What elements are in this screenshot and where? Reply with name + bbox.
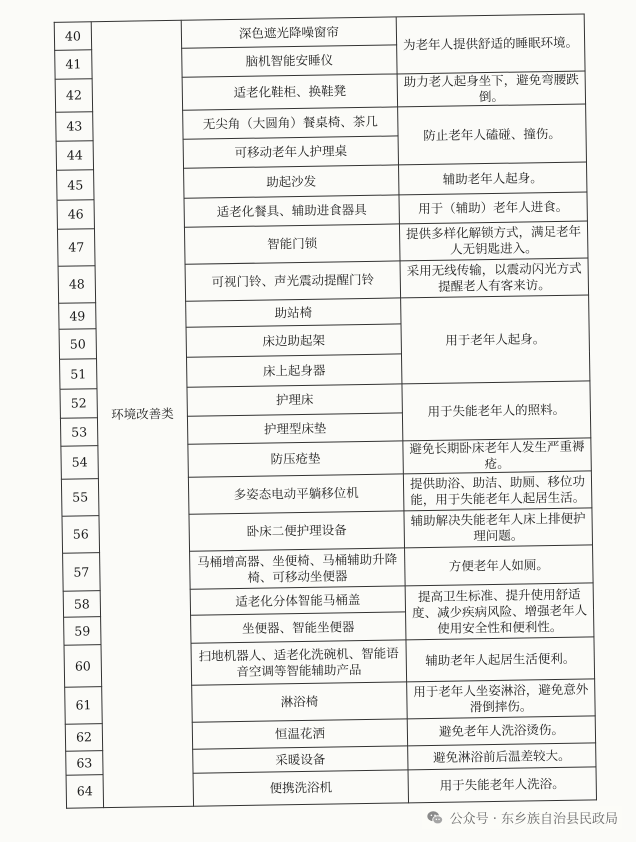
row-number: 49 xyxy=(59,303,96,330)
item-description: 用于老年人起身。 xyxy=(401,295,590,384)
row-number: 60 xyxy=(64,645,102,688)
item-name: 采暖设备 xyxy=(193,746,408,773)
item-name: 防压疮垫 xyxy=(188,441,403,477)
item-name: 护理型床垫 xyxy=(187,413,402,444)
item-description: 辅助老年人起身。 xyxy=(399,162,587,195)
row-number: 61 xyxy=(65,687,103,725)
item-name: 适老化分体智能马桶盖 xyxy=(190,586,405,615)
row-number: 53 xyxy=(60,418,97,447)
item-name: 扫地机器人、适老化洗碗机、智能语音空调等智能辅助产品 xyxy=(191,640,407,685)
item-name: 卧床二便护理设备 xyxy=(189,511,405,551)
watermark-text: 公众号 · 东乡族自治县民政局 xyxy=(449,812,618,827)
item-name: 便携洗浴机 xyxy=(193,770,408,806)
row-number: 42 xyxy=(55,79,93,113)
item-description: 避免老年人洗浴烫伤。 xyxy=(407,716,595,746)
row-number: 55 xyxy=(61,479,99,517)
item-description: 避免长期卧床老年人发生严重褥疮。 xyxy=(403,438,591,474)
item-description: 提供助浴、助洁、助厕、移位功能，用于失能老年人起居生活。 xyxy=(403,471,592,511)
item-name: 多姿态电动平躺移位机 xyxy=(188,474,404,514)
item-name: 脑机智能安睡仪 xyxy=(182,45,397,77)
item-name: 床边助起架 xyxy=(186,324,401,357)
table-row xyxy=(54,14,584,50)
item-description: 为老年人提供舒适的睡眠环境。 xyxy=(396,14,585,74)
item-name: 适老化餐具、辅助进食器具 xyxy=(184,195,399,227)
item-name: 可视门铃、声光震动提醒门铃 xyxy=(185,261,401,301)
row-number: 56 xyxy=(62,516,100,554)
row-number: 46 xyxy=(57,200,94,230)
item-description: 防止老年人磕碰、撞伤。 xyxy=(398,104,587,165)
watermark xyxy=(422,806,622,829)
equipment-table xyxy=(54,13,597,808)
item-name: 深色遮光降噪窗帘 xyxy=(181,17,396,48)
item-name: 适老化鞋柜、换鞋凳 xyxy=(182,74,397,110)
item-name: 无尖角（大圆角）餐桌椅、茶几 xyxy=(183,107,398,139)
row-number: 57 xyxy=(63,553,101,592)
row-number: 44 xyxy=(56,141,93,171)
item-description: 助力老人起身坐下，避免弯腰跌倒。 xyxy=(397,71,585,107)
row-number: 62 xyxy=(65,724,102,752)
item-description: 采用无线传输，以震动闪光方式提醒老人有客来访。 xyxy=(400,258,589,298)
item-name: 助起沙发 xyxy=(184,165,399,198)
wechat-icon xyxy=(426,809,444,827)
row-number: 54 xyxy=(61,446,99,480)
item-name: 可移动老年人护理桌 xyxy=(183,136,398,168)
item-name: 马桶增高器、坐便椅、马桶辅助升降椅、可移动坐便器 xyxy=(190,548,406,589)
item-description: 用于老年人坐姿淋浴，避免意外滑倒摔伤。 xyxy=(407,679,596,719)
row-number: 59 xyxy=(64,617,101,646)
row-number: 41 xyxy=(55,50,92,80)
item-name: 智能门锁 xyxy=(184,224,400,264)
item-description: 用于（辅助）老年人进食。 xyxy=(399,192,587,224)
item-description: 辅助解决失能老年人床上排便护理问题。 xyxy=(404,508,593,548)
item-description: 用于失能老年人的照料。 xyxy=(402,381,591,441)
row-number: 40 xyxy=(54,22,91,51)
item-name: 淋浴椅 xyxy=(192,682,408,722)
row-number: 48 xyxy=(58,266,96,304)
item-name: 坐便器、智能坐便器 xyxy=(191,612,406,643)
row-number: 64 xyxy=(66,775,104,809)
item-name: 恒温花洒 xyxy=(192,719,407,749)
category-cell: 环境改善类 xyxy=(91,20,193,807)
item-name: 助站椅 xyxy=(186,298,401,327)
row-number: 51 xyxy=(60,359,97,390)
row-number: 45 xyxy=(57,170,94,201)
row-number: 47 xyxy=(57,229,95,267)
item-description: 提供多样化解锁方式，满足老年人无钥匙进入。 xyxy=(399,221,588,261)
row-number: 58 xyxy=(63,591,100,618)
item-description: 用于失能老年人洗浴。 xyxy=(408,767,596,803)
row-number: 63 xyxy=(66,751,103,776)
row-number: 52 xyxy=(60,389,97,419)
row-number: 50 xyxy=(59,329,96,360)
row-number: 43 xyxy=(56,112,93,142)
item-name: 护理床 xyxy=(187,384,402,416)
item-description: 提高卫生标准、提升使用舒适度、减少疾病风险、增强老年人使用安全性和便利性。 xyxy=(405,583,594,640)
item-description: 方便老年人如厕。 xyxy=(405,545,594,586)
item-description: 避免淋浴前后温差较大。 xyxy=(408,743,596,770)
item-description: 辅助老年人起居生活便利。 xyxy=(406,637,595,682)
item-name: 床上起身器 xyxy=(187,354,402,387)
